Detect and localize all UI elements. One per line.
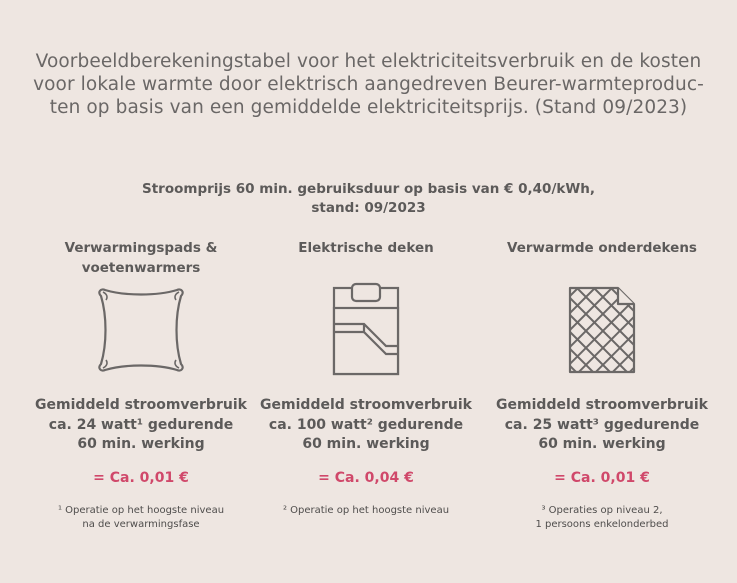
subtitle-line-1: Stroomprijs 60 min. gebruiksduur op basis van € 0,40/kWh, xyxy=(142,181,595,197)
intro-line-3: ten op basis van een gemiddelde elektriciteitsprijs. (Stand 09/2023) xyxy=(49,97,688,118)
column-heating-pads xyxy=(26,238,256,532)
cost-value: = Ca. 0,01 € xyxy=(93,469,189,486)
column-title-line-1: Elektrische deken xyxy=(298,240,434,256)
usage-line-2: ca. 25 watt³ ggedurende xyxy=(504,416,700,433)
usage-line-3: 60 min. werking xyxy=(538,436,666,452)
price-basis-subtitle xyxy=(60,180,677,218)
pillow-icon xyxy=(91,280,191,380)
footnote xyxy=(26,504,256,532)
footnote-line-1: ¹ Operatie op het hoogste niveau xyxy=(57,504,225,516)
column-title-line-2: voetenwarmers xyxy=(81,260,201,276)
usage-line-1: Gemiddeld stroomverbruik xyxy=(35,397,247,413)
quilted-underblanket-icon xyxy=(552,280,652,380)
usage-line-1: Gemiddeld stroomverbruik xyxy=(496,397,708,413)
usage-line-1: Gemiddeld stroomverbruik xyxy=(260,397,472,413)
usage-line-2: ca. 100 watt² gedurende xyxy=(268,416,464,433)
cost-value: = Ca. 0,04 € xyxy=(318,469,414,486)
footnote-line-2: na de verwarmingsfase xyxy=(82,518,200,530)
usage-line-3: 60 min. werking xyxy=(302,436,430,452)
column-electric-blanket xyxy=(251,238,481,518)
footnote xyxy=(251,504,481,518)
usage-line-2: ca. 24 watt¹ gedurende xyxy=(48,416,234,433)
subtitle-line-2: stand: 09/2023 xyxy=(311,200,426,216)
intro-text xyxy=(20,50,717,119)
column-title xyxy=(251,238,481,280)
footnote xyxy=(487,504,717,532)
footnote-line-1: ² Operatie op het hoogste niveau xyxy=(282,504,450,516)
footnote-line-1: ³ Operaties op niveau 2, xyxy=(541,504,663,516)
intro-line-1: Voorbeeldberekeningstabel voor het elektriciteitsverbruik en de kosten xyxy=(35,51,702,72)
column-underblanket xyxy=(487,238,717,532)
column-title-line-1: Verwarmingspads & xyxy=(64,240,218,256)
column-title-line-1: Verwarmde onderdekens xyxy=(507,240,697,256)
column-title xyxy=(26,238,256,280)
usage-text xyxy=(251,396,481,455)
cost-value: = Ca. 0,01 € xyxy=(554,469,650,486)
usage-text xyxy=(26,396,256,455)
bed-blanket-icon xyxy=(316,280,416,380)
intro-line-2: voor lokale warmte door elektrisch aangedreven Beurer-warmteproduc- xyxy=(33,74,704,95)
column-title xyxy=(487,238,717,280)
footnote-line-2: 1 persoons enkelonderbed xyxy=(535,518,669,530)
usage-line-3: 60 min. werking xyxy=(77,436,205,452)
usage-text xyxy=(487,396,717,455)
